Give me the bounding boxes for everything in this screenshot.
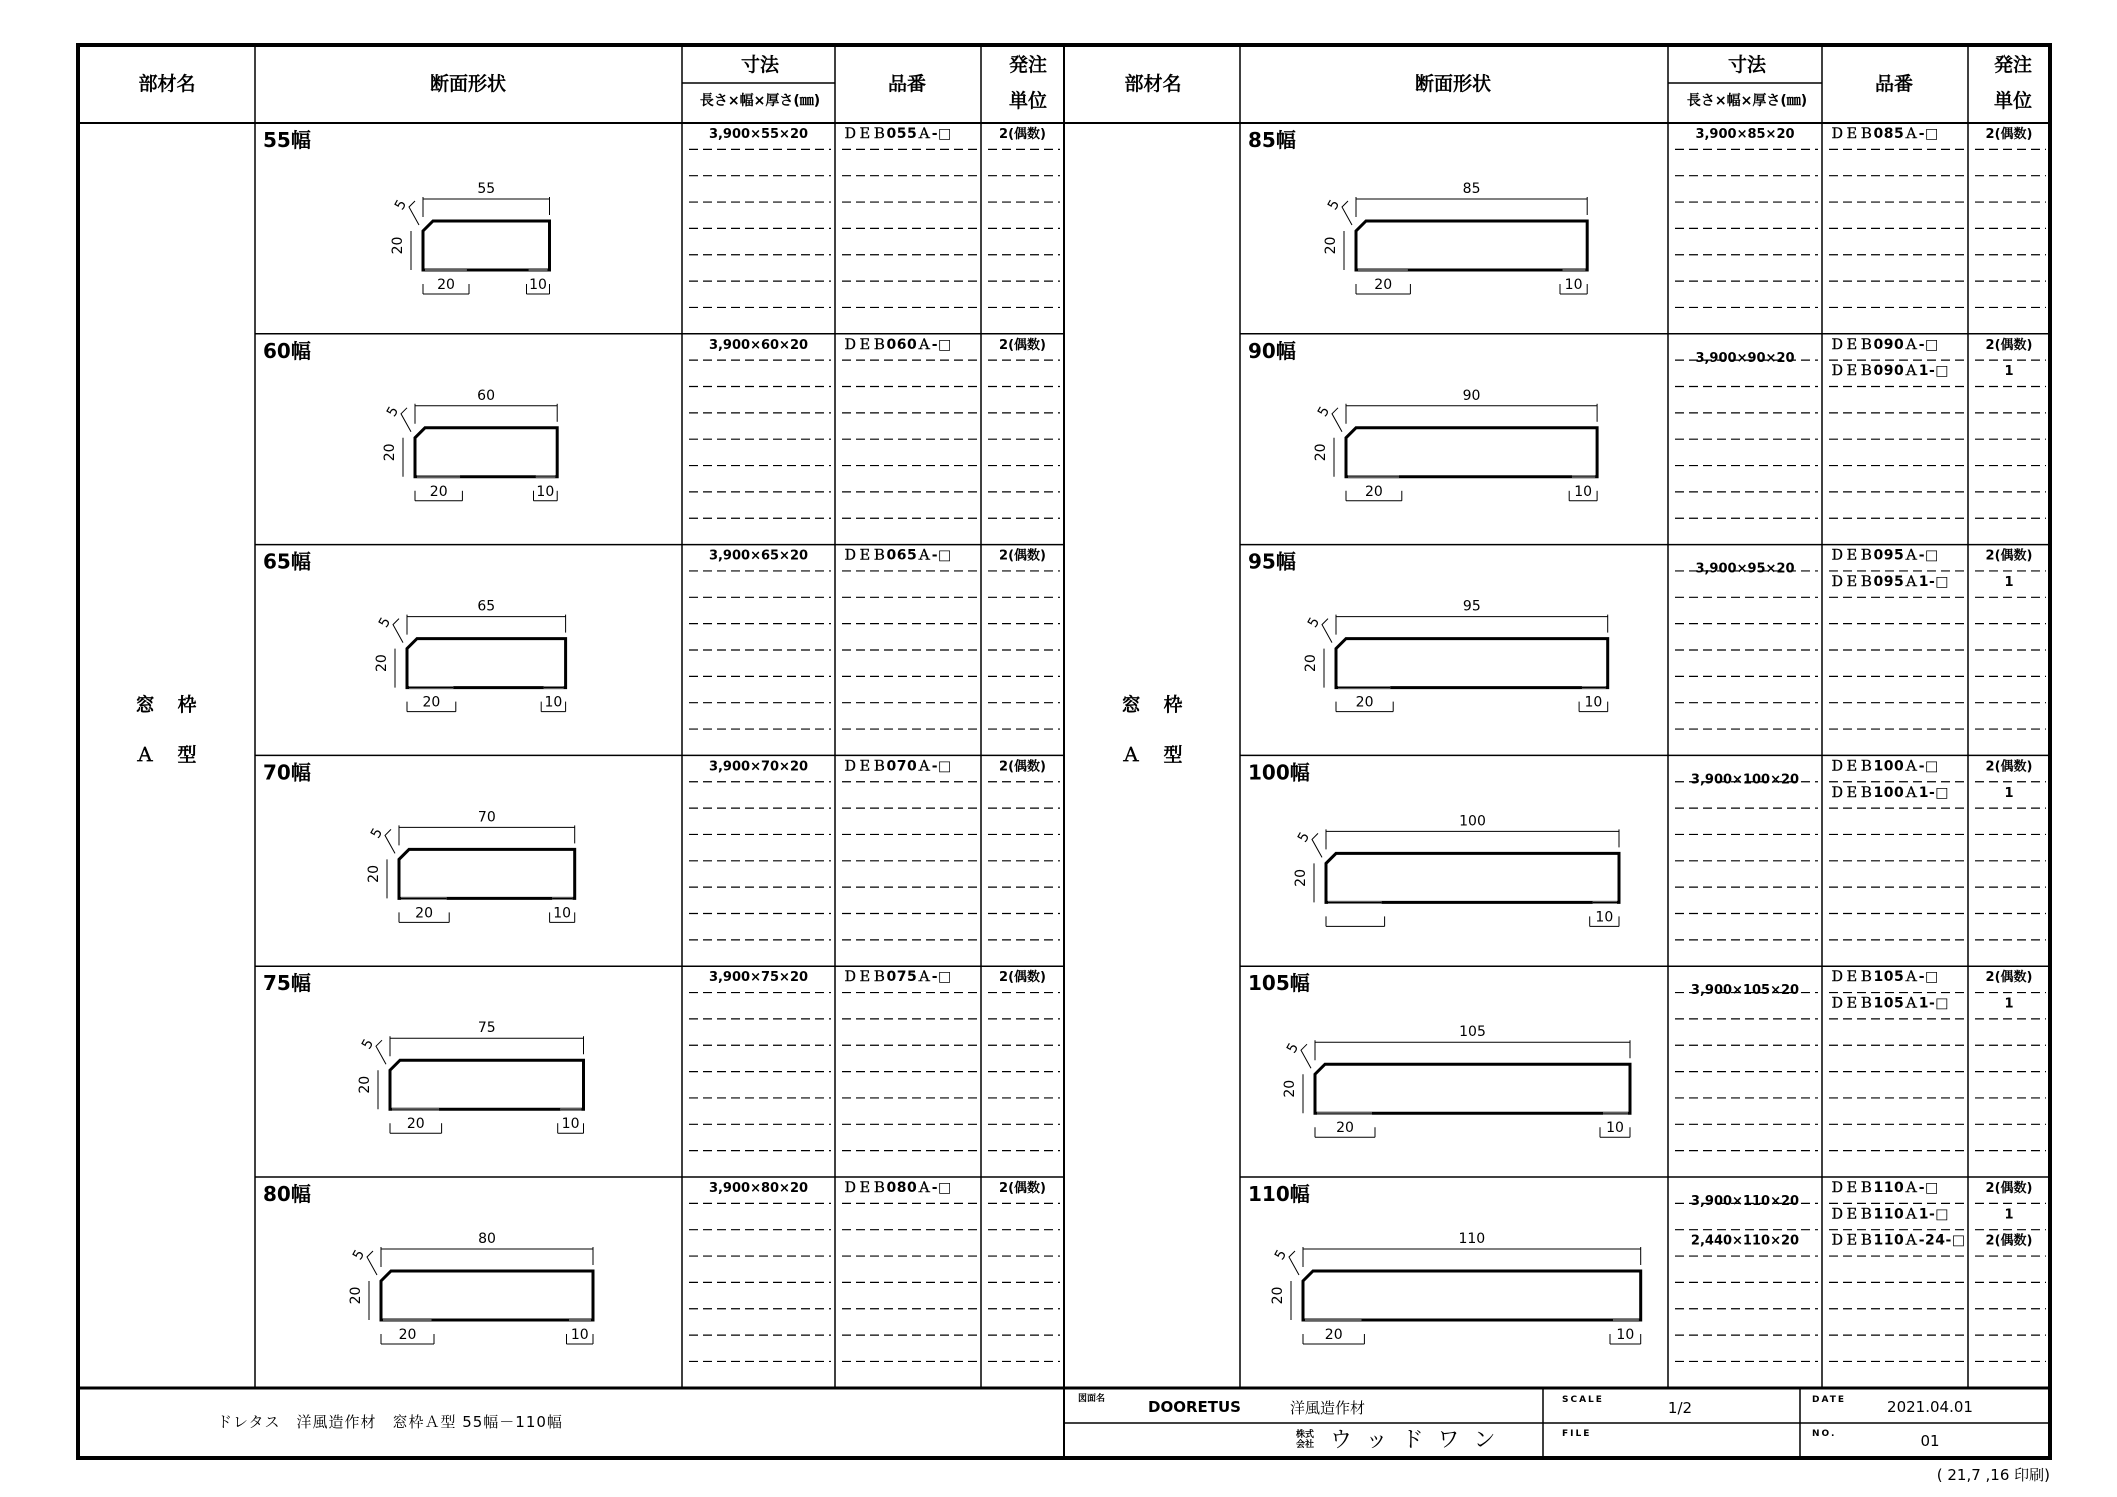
part-number: ＤＥＢ085Ａ-□	[1830, 126, 1939, 142]
section-width-label: 60幅	[263, 338, 311, 363]
section-rows	[263, 126, 2032, 1344]
part-number: ＤＥＢ090Ａ-□	[1830, 336, 1939, 353]
section-row	[1248, 758, 2032, 926]
part-number: ＤＥＢ105Ａ-□	[1830, 969, 1939, 986]
chamfer-dimension: 5	[1294, 829, 1314, 846]
thickness-dimension: 20	[1313, 443, 1329, 462]
dimension-value: 3,900×90×20	[1695, 350, 1795, 366]
dimension-value: 3,900×105×20	[1690, 983, 1800, 999]
dimension-value: 3,900×70×20	[708, 759, 809, 775]
section-profile-drawing	[374, 599, 566, 712]
part-number: ＤＥＢ090Ａ1-□	[1830, 363, 1950, 380]
member-group-label-right	[1121, 693, 1184, 766]
section-row	[1248, 126, 2032, 294]
bottom-right-dimension: 10	[1606, 1120, 1624, 1137]
order-unit: 2(偶数)	[1985, 970, 2033, 986]
profile-outline	[399, 849, 575, 898]
header-section-shape-left: 断面形状	[429, 73, 507, 95]
width-dimension: 55	[477, 181, 496, 197]
order-unit: 2(偶数)	[1985, 337, 2033, 353]
width-dimension: 70	[477, 809, 496, 826]
dimension-value: 3,900×110×20	[1690, 1194, 1800, 1209]
header-part-number-left: 品番	[887, 73, 927, 95]
project-brand: DOORETUS	[1148, 1398, 1241, 1416]
section-profile-drawing	[1270, 1231, 1641, 1344]
section-profile-drawing	[366, 809, 575, 922]
part-number: ＤＥＢ105Ａ1-□	[1830, 995, 1950, 1012]
chamfer-dimension: 5	[391, 197, 411, 213]
header-dimension-sub-left: 長さ×幅×厚さ(㎜)	[699, 93, 821, 109]
thickness-dimension: 20	[1303, 654, 1319, 673]
bottom-left-dimension: 20	[1364, 483, 1383, 500]
no-value: 01	[1920, 1432, 1940, 1450]
bottom-right-dimension: 10	[561, 1116, 580, 1133]
width-dimension: 105	[1459, 1024, 1486, 1041]
section-row	[263, 758, 1046, 922]
bottom-right-dimension: 10	[536, 483, 555, 500]
dimension-value: 2,440×110×20	[1690, 1233, 1800, 1249]
section-profile-drawing	[357, 1020, 584, 1133]
project-label: 図面名	[1078, 1394, 1106, 1404]
thickness-dimension: 20	[382, 443, 398, 462]
section-width-label: 85幅	[1248, 128, 1296, 152]
bottom-left-dimension: 20	[1355, 694, 1374, 711]
section-row	[1248, 337, 2032, 501]
header-dimension-left: 寸法	[740, 54, 780, 76]
bottom-right-dimension: 10	[1616, 1327, 1635, 1343]
order-unit: 2(偶数)	[999, 548, 1046, 564]
member-group-label-left	[135, 693, 198, 766]
profile-outline	[407, 639, 566, 688]
section-width-label: 65幅	[263, 549, 311, 574]
header-section-shape-right: 断面形状	[1414, 73, 1492, 95]
section-width-label: 55幅	[263, 128, 311, 152]
part-number: ＤＥＢ110Ａ1-□	[1830, 1206, 1950, 1223]
chamfer-dimension: 5	[1304, 614, 1324, 631]
dimension-value: 3,900×100×20	[1690, 772, 1800, 788]
order-unit: 2(偶数)	[1985, 1181, 2033, 1196]
bottom-left-dimension: 20	[415, 905, 434, 922]
chamfer-dimension: 5	[1314, 403, 1334, 420]
profile-outline	[1303, 1271, 1641, 1320]
date-label: DATE	[1812, 1395, 1847, 1405]
chamfer-dimension: 5	[367, 825, 387, 842]
width-dimension: 110	[1458, 1231, 1486, 1247]
order-unit: 2(偶数)	[999, 127, 1046, 142]
chamfer-dimension: 5	[358, 1036, 378, 1053]
profile-outline	[1336, 639, 1608, 688]
section-width-label: 105幅	[1248, 971, 1310, 996]
chamfer-dimension: 5	[375, 614, 395, 631]
section-width-label: 80幅	[263, 1182, 311, 1206]
bottom-left-dimension: 20	[1324, 1327, 1343, 1343]
header-order-unit-1-right: 発注	[1993, 54, 2033, 76]
section-row	[1248, 1180, 2032, 1344]
order-unit: 1	[2004, 785, 2014, 801]
bottom-right-dimension: 10	[570, 1327, 589, 1343]
drawing-title: ドレタス 洋風造作材 窓枠Ａ型 55幅－110幅	[217, 1413, 563, 1431]
width-dimension: 80	[478, 1231, 496, 1247]
company-prefix-2: 会社	[1296, 1440, 1315, 1450]
no-label: NO.	[1812, 1429, 1837, 1439]
section-width-label: 75幅	[263, 971, 311, 996]
member-group-line2-right: Ａ 型	[1121, 744, 1185, 766]
thickness-dimension: 20	[1270, 1286, 1286, 1305]
order-unit: 2(偶数)	[1985, 548, 2033, 564]
bottom-left-dimension: 20	[422, 694, 441, 711]
order-unit: 2(偶数)	[1985, 759, 2033, 775]
part-number: ＤＥＢ055Ａ-□	[843, 126, 952, 142]
dimension-value: 3,900×95×20	[1695, 561, 1795, 577]
member-group-line1-left: 窓 枠	[135, 694, 199, 716]
section-profile-drawing	[382, 388, 557, 501]
section-row	[1248, 969, 2032, 1137]
date-value: 2021.04.01	[1887, 1398, 1973, 1416]
section-profile-drawing	[1323, 181, 1587, 294]
section-width-label: 70幅	[263, 760, 311, 785]
section-width-label: 110幅	[1248, 1182, 1310, 1206]
company-name: ウッドワン	[1330, 1428, 1510, 1453]
section-row	[1248, 548, 2032, 712]
section-width-label: 90幅	[1248, 338, 1296, 363]
order-unit: 2(偶数)	[1985, 1233, 2033, 1249]
dimension-value: 3,900×65×20	[708, 548, 809, 564]
bottom-right-dimension: 10	[544, 694, 563, 711]
header-member-name-right: 部材名	[1124, 73, 1182, 95]
order-unit: 2(偶数)	[999, 970, 1046, 986]
width-dimension: 85	[1462, 181, 1481, 197]
bottom-left-dimension: 20	[398, 1327, 417, 1343]
section-row	[263, 548, 1046, 712]
bottom-right-dimension: 10	[553, 905, 572, 922]
bottom-left-dimension: 20	[437, 277, 455, 293]
bottom-right-dimension: 10	[1574, 483, 1593, 500]
section-row	[263, 1180, 1046, 1344]
part-number: ＤＥＢ070Ａ-□	[843, 758, 952, 775]
section-row	[263, 126, 1046, 294]
part-number: ＤＥＢ100Ａ1-□	[1830, 784, 1950, 801]
order-unit: 1	[2004, 364, 2014, 380]
profile-outline	[415, 428, 557, 477]
bottom-left-dimension: 20	[429, 483, 448, 500]
thickness-dimension: 20	[348, 1286, 364, 1305]
chamfer-dimension: 5	[1283, 1040, 1303, 1057]
width-dimension: 65	[477, 598, 496, 615]
profile-outline	[1326, 853, 1619, 902]
thickness-dimension: 20	[366, 864, 382, 883]
chamfer-dimension: 5	[383, 403, 403, 420]
bottom-left-dimension: 20	[1374, 277, 1393, 293]
part-number: ＤＥＢ110Ａ-24-□	[1830, 1232, 1966, 1249]
order-unit: 2(偶数)	[999, 1181, 1046, 1196]
bottom-right-dimension: 10	[1595, 909, 1614, 926]
scale-label: SCALE	[1562, 1395, 1604, 1405]
width-dimension: 100	[1459, 813, 1486, 830]
profile-outline	[390, 1060, 584, 1109]
thickness-dimension: 20	[1323, 236, 1339, 255]
profile-outline	[381, 1271, 593, 1320]
order-unit: 1	[2004, 574, 2014, 590]
order-unit: 2(偶数)	[999, 759, 1046, 775]
header-part-number-right: 品番	[1874, 73, 1914, 95]
part-number: ＤＥＢ095Ａ1-□	[1830, 573, 1950, 590]
header-dimension-sub-right: 長さ×幅×厚さ(㎜)	[1686, 93, 1808, 109]
dimension-value: 3,900×55×20	[708, 127, 809, 142]
section-profile-drawing	[348, 1231, 593, 1344]
member-group-line2-left: Ａ 型	[135, 744, 199, 766]
order-unit: 1	[2004, 996, 2014, 1012]
section-profile-drawing	[1303, 599, 1608, 712]
part-number: ＤＥＢ095Ａ-□	[1830, 547, 1939, 564]
width-dimension: 75	[477, 1020, 496, 1037]
header-member-name-left: 部材名	[138, 73, 196, 95]
section-row	[263, 969, 1046, 1133]
header-dimension-right: 寸法	[1727, 54, 1767, 76]
member-group-line1-right: 窓 枠	[1121, 694, 1185, 716]
thickness-dimension: 20	[357, 1075, 373, 1094]
chamfer-dimension: 5	[1324, 197, 1344, 213]
header-order-unit-2-left: 単位	[1008, 90, 1048, 112]
bottom-right-dimension: 10	[529, 277, 547, 293]
project-name: 洋風造作材	[1290, 1399, 1366, 1417]
order-unit: 2(偶数)	[999, 337, 1046, 353]
file-label: FILE	[1562, 1429, 1592, 1439]
section-width-label: 100幅	[1248, 760, 1310, 785]
thickness-dimension: 20	[390, 236, 406, 255]
thickness-dimension: 20	[1293, 868, 1309, 887]
bottom-right-dimension: 10	[1584, 694, 1603, 711]
section-profile-drawing	[390, 181, 550, 294]
header-order-unit-2-right: 単位	[1993, 90, 2033, 112]
profile-outline	[1315, 1064, 1630, 1113]
profile-outline	[1356, 221, 1587, 270]
width-dimension: 95	[1462, 598, 1481, 615]
profile-outline	[423, 221, 550, 270]
part-number: ＤＥＢ065Ａ-□	[843, 547, 952, 564]
thickness-dimension: 20	[374, 654, 390, 673]
part-number: ＤＥＢ080Ａ-□	[843, 1180, 952, 1196]
chamfer-dimension: 5	[1271, 1247, 1291, 1263]
bottom-left-dimension: 20	[406, 1116, 425, 1133]
dimension-value: 3,900×75×20	[708, 970, 809, 986]
order-unit: 1	[2004, 1207, 2014, 1223]
part-number: ＤＥＢ060Ａ-□	[843, 336, 952, 353]
scale-value: 1/2	[1667, 1399, 1693, 1417]
company-prefix-1: 株式	[1296, 1430, 1315, 1440]
thickness-dimension: 20	[1282, 1079, 1298, 1098]
part-number: ＤＥＢ110Ａ-□	[1830, 1180, 1939, 1196]
bottom-right-dimension: 10	[1564, 277, 1583, 293]
bottom-left-dimension: 20	[1336, 1120, 1354, 1137]
dimension-value: 3,900×80×20	[708, 1181, 809, 1196]
width-dimension: 90	[1462, 387, 1481, 404]
order-unit: 2(偶数)	[1985, 127, 2033, 142]
part-number: ＤＥＢ100Ａ-□	[1830, 758, 1939, 775]
section-width-label: 95幅	[1248, 549, 1296, 574]
section-profile-drawing	[1282, 1024, 1630, 1137]
chamfer-dimension: 5	[349, 1247, 369, 1263]
print-note: ( 21,7 ,16 印刷)	[1936, 1466, 2050, 1484]
dimension-value: 3,900×60×20	[708, 337, 809, 353]
header-order-unit-1-left: 発注	[1008, 54, 1048, 76]
width-dimension: 60	[477, 387, 496, 404]
dimension-value: 3,900×85×20	[1695, 127, 1795, 142]
section-row	[263, 337, 1046, 501]
profile-outline	[1346, 428, 1597, 477]
section-profile-drawing	[1293, 813, 1619, 926]
section-profile-drawing	[1313, 388, 1597, 501]
part-number: ＤＥＢ075Ａ-□	[843, 969, 952, 986]
